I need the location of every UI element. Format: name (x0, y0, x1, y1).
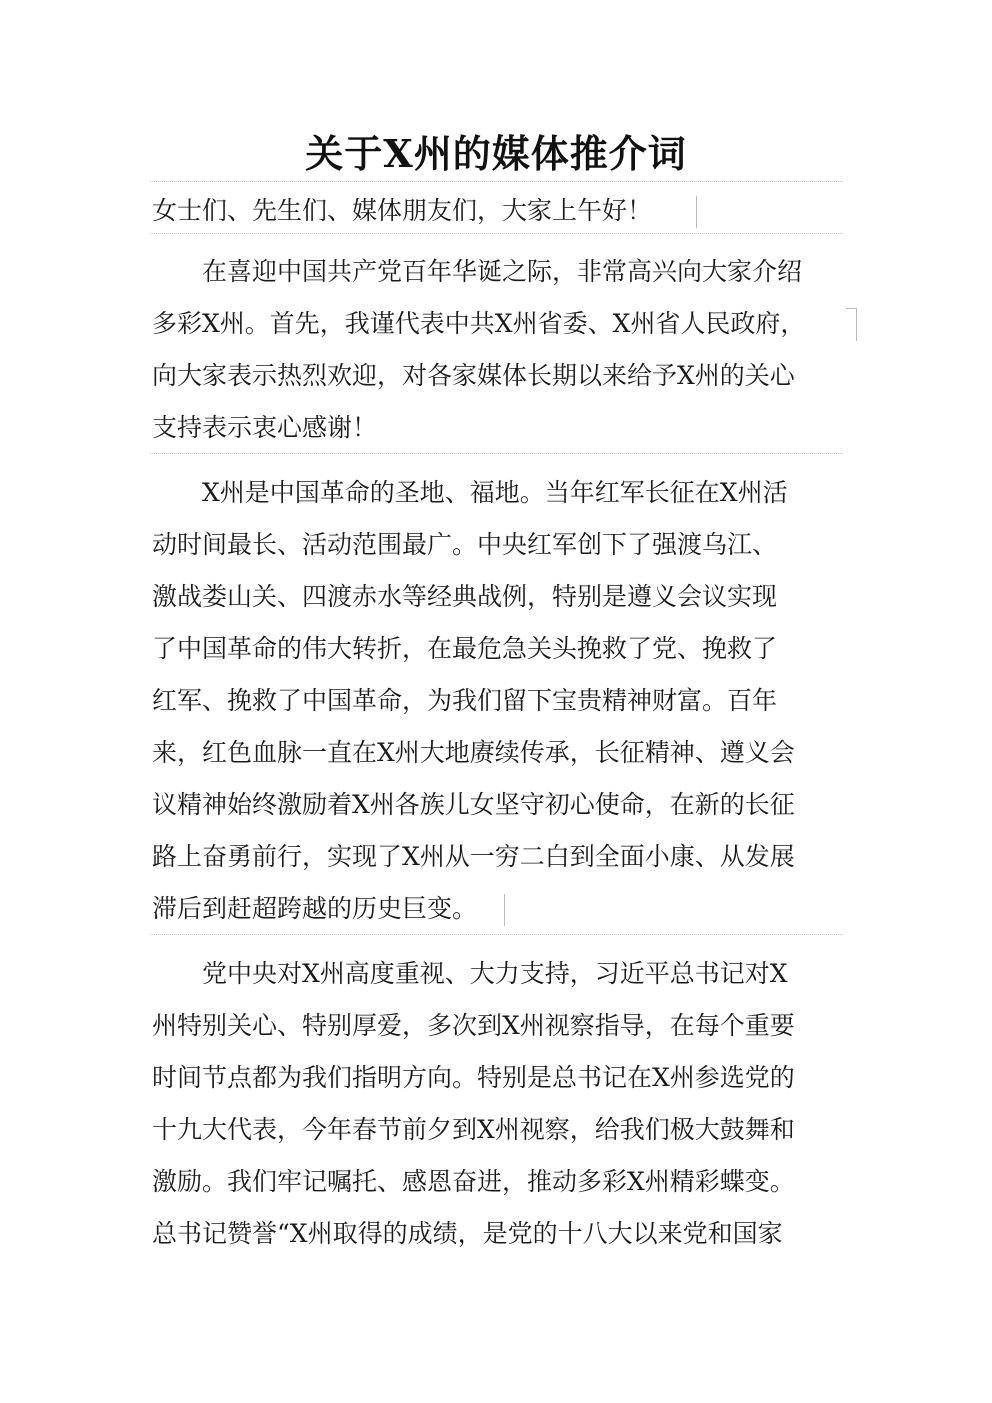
section-marker (494, 894, 505, 926)
document-title: 关于X州的媒体推介词 (305, 131, 687, 176)
text-line: X州是中国革命的圣地、福地。当年红军长征在X州活 (152, 478, 788, 507)
text-line: 在喜迎中国共产党百年华诞之际，非常高兴向大家介绍 (152, 257, 803, 286)
text-line: 时间节点都为我们指明方向。特别是总书记在X州参选党的 (152, 1063, 795, 1092)
text-line: 激励。我们牢记嘱托、感恩奋进，推动多彩X州精彩蝶变。 (152, 1167, 795, 1196)
text-line: 动时间最长、活动范围最广。中央红军创下了强渡乌江、 (152, 530, 778, 559)
text-line: 总书记赞誉“X州取得的成绩，是党的十八大以来党和国家 (152, 1219, 783, 1248)
text-line: 支持表示衷心感谢！ (152, 413, 378, 442)
paragraph-3 (152, 948, 852, 1260)
paragraph-2 (152, 467, 852, 935)
text-line: 滞后到赶超跨越的历史巨变。 (152, 894, 478, 923)
text-line: 路上奋勇前行，实现了X州从一穷二白到全面小康、从发展 (152, 842, 795, 871)
divider (150, 934, 843, 935)
divider (150, 453, 843, 454)
text-line: 十九大代表，今年春节前夕到X州视察，给我们极大鼓舞和 (152, 1115, 795, 1144)
section-marker (846, 308, 857, 341)
text-line: 来，红色血脉一直在X州大地赓续传承，长征精神、遵义会 (152, 738, 795, 767)
greeting-line: 女士们、先生们、媒体朋友们，大家上午好！ (152, 196, 653, 225)
text-line: 议精神始终激励着X州各族儿女坚守初心使命，在新的长征 (152, 790, 795, 819)
text-line: 向大家表示热烈欢迎，对各家媒体长期以来给予X州的关心 (152, 361, 795, 390)
text-line: 州特别关心、特别厚爱，多次到X州视察指导，在每个重要 (152, 1011, 795, 1040)
text-line: 了中国革命的伟大转折，在最危急关头挽救了党、挽救了 (152, 634, 778, 663)
divider (150, 233, 843, 234)
text-line: 红军、挽救了中国革命，为我们留下宝贵精神财富。百年 (152, 686, 778, 715)
text-line: 党中央对X州高度重视、大力支持，习近平总书记对X (152, 959, 788, 988)
paragraph-1 (152, 246, 852, 454)
text-line: 激战娄山关、四渡赤水等经典战例，特别是遵义会议实现 (152, 582, 778, 611)
section-marker (686, 196, 697, 228)
divider (150, 181, 843, 182)
text-line: 多彩X州。首先，我谨代表中共X州省委、X州省人民政府， (152, 309, 806, 338)
